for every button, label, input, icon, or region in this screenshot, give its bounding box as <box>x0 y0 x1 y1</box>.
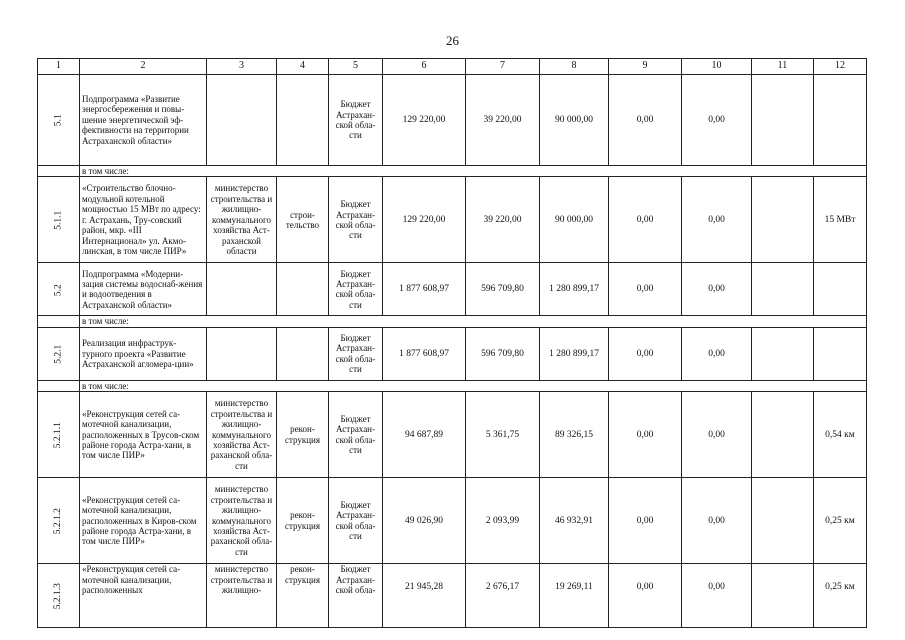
row-funding-source-cell: Бюджет Астрахан-ской обла-сти <box>329 177 383 263</box>
header-cell: 4 <box>277 59 329 75</box>
row-executor-cell <box>207 327 277 380</box>
row-number: 5.1 <box>53 114 64 127</box>
table-row <box>38 564 867 628</box>
row-value-col10: 0,00 <box>682 263 752 316</box>
row-value-col8: 1 280 899,17 <box>540 263 609 316</box>
row-funding-source-cell: Бюджет Астрахан-ской обла-сти <box>329 392 383 478</box>
row-value-col6: 94 687,89 <box>383 392 466 478</box>
row-name-cell: Реализация инфраструк-турного проекта «Развитие Астраханской агломера-ции» <box>80 327 207 380</box>
row-number: 5.2.1 <box>53 344 64 364</box>
subheading-num-cell <box>38 380 80 391</box>
row-value-col9: 0,00 <box>609 177 682 263</box>
row-number: 5.2.1.3 <box>53 583 64 610</box>
row-executor-cell: министерство строительства и жилищно-коммунального хозяйства Аст-раханской обла-сти <box>207 392 277 478</box>
header-cell: 3 <box>207 59 277 75</box>
row-name-cell: Подпрограмма «Модерни-зация системы водоснаб-жения и водоотведения в Астраханской области» <box>80 263 207 316</box>
row-indicator-cell: 15 МВт <box>814 177 867 263</box>
row-funding-source-cell: Бюджет Астрахан-ской обла-сти <box>329 263 383 316</box>
row-value-col9: 0,00 <box>609 327 682 380</box>
subheading-row <box>38 166 867 177</box>
row-activity-cell: рекон-струкция <box>277 564 329 628</box>
row-number-cell <box>38 478 80 564</box>
table-row <box>38 327 867 380</box>
row-number-cell <box>38 392 80 478</box>
row-value-col6: 21 945,28 <box>383 564 466 628</box>
subheading-text: в том числе: <box>80 166 867 177</box>
header-cell: 7 <box>466 59 540 75</box>
row-indicator-cell: 0,25 км <box>814 564 867 628</box>
row-value-col8: 19 269,11 <box>540 564 609 628</box>
row-value-col8: 90 000,00 <box>540 75 609 166</box>
row-value-col9: 0,00 <box>609 75 682 166</box>
row-executor-cell <box>207 263 277 316</box>
row-value-col6: 1 877 608,97 <box>383 327 466 380</box>
header-cell: 5 <box>329 59 383 75</box>
row-value-col7: 39 220,00 <box>466 75 540 166</box>
row-indicator-cell <box>814 327 867 380</box>
row-activity-cell <box>277 263 329 316</box>
row-value-col7: 596 709,80 <box>466 327 540 380</box>
row-value-col10: 0,00 <box>682 564 752 628</box>
subheading-text: в том числе: <box>80 380 867 391</box>
row-value-col11 <box>752 75 814 166</box>
row-number: 5.2 <box>53 283 64 296</box>
row-indicator-cell <box>814 75 867 166</box>
row-value-col8: 46 932,91 <box>540 478 609 564</box>
row-value-col11 <box>752 327 814 380</box>
row-number-cell <box>38 177 80 263</box>
table-row <box>38 478 867 564</box>
header-cell: 10 <box>682 59 752 75</box>
row-value-col10: 0,00 <box>682 392 752 478</box>
table-row <box>38 392 867 478</box>
row-value-col11 <box>752 564 814 628</box>
header-cell: 8 <box>540 59 609 75</box>
row-activity-cell: рекон-струкция <box>277 478 329 564</box>
row-executor-cell: министерство строительства и жилищно-коммунального хозяйства Аст-раханской обла-сти <box>207 478 277 564</box>
row-name-cell: «Реконструкция сетей са-мотечной канализации, расположенных в Киров-ском районе города Астра-хани, в том числе ПИР» <box>80 478 207 564</box>
header-cell: 2 <box>80 59 207 75</box>
row-value-col9: 0,00 <box>609 478 682 564</box>
row-value-col6: 129 220,00 <box>383 177 466 263</box>
row-name-cell: «Реконструкция сетей са-мотечной канализации, расположенных в Трусов-ском районе города Астра-хани, в том числе ПИР» <box>80 392 207 478</box>
row-value-col7: 596 709,80 <box>466 263 540 316</box>
row-indicator-cell <box>814 263 867 316</box>
row-number-cell <box>38 564 80 628</box>
subheading-num-cell <box>38 316 80 327</box>
row-funding-source-cell: Бюджет Астрахан-ской обла-сти <box>329 327 383 380</box>
header-row <box>38 59 867 75</box>
row-value-col6: 1 877 608,97 <box>383 263 466 316</box>
row-name-cell: «Реконструкция сетей са-мотечной канализации, расположенных <box>80 564 207 628</box>
header-cell: 9 <box>609 59 682 75</box>
row-value-col9: 0,00 <box>609 263 682 316</box>
row-number-cell <box>38 327 80 380</box>
row-value-col10: 0,00 <box>682 478 752 564</box>
row-funding-source-cell: Бюджет Астрахан-ской обла-сти <box>329 478 383 564</box>
row-funding-source-cell: Бюджет Астрахан-ской обла-сти <box>329 75 383 166</box>
row-number: 5.2.1.1 <box>53 422 64 449</box>
row-value-col8: 89 326,15 <box>540 392 609 478</box>
row-executor-cell: министерство строительства и жилищно- <box>207 564 277 628</box>
header-cell: 1 <box>38 59 80 75</box>
subheading-row <box>38 380 867 391</box>
program-table <box>37 58 867 628</box>
row-value-col6: 49 026,90 <box>383 478 466 564</box>
row-value-col8: 90 000,00 <box>540 177 609 263</box>
row-value-col7: 2 093,99 <box>466 478 540 564</box>
page-number: 26 <box>446 33 459 48</box>
row-value-col10: 0,00 <box>682 75 752 166</box>
header-cell: 11 <box>752 59 814 75</box>
subheading-text: в том числе: <box>80 316 867 327</box>
row-executor-cell <box>207 75 277 166</box>
row-name-cell: Подпрограмма «Развитие энергосбережения и повы-шение энергетической эф-фективности на территории Астраханской области» <box>80 75 207 166</box>
row-activity-cell: строи-тельство <box>277 177 329 263</box>
row-number-cell <box>38 263 80 316</box>
table-row <box>38 263 867 316</box>
row-name-cell: «Строительство блочно-модульной котельной мощностью 15 МВт по адресу: г. Астрахань, Тру-совский район, мкр. «III Интернационал» ул. Акмо-линская, в том числе ПИР» <box>80 177 207 263</box>
subheading-row <box>38 316 867 327</box>
row-value-col10: 0,00 <box>682 327 752 380</box>
row-activity-cell <box>277 75 329 166</box>
row-indicator-cell: 0,54 км <box>814 392 867 478</box>
row-value-col6: 129 220,00 <box>383 75 466 166</box>
row-value-col9: 0,00 <box>609 392 682 478</box>
row-number-cell <box>38 75 80 166</box>
header-cell: 12 <box>814 59 867 75</box>
row-executor-cell: министерство строительства и жилищно-коммунального хозяйства Аст-раханской области <box>207 177 277 263</box>
row-value-col10: 0,00 <box>682 177 752 263</box>
table-row <box>38 177 867 263</box>
row-indicator-cell: 0,25 км <box>814 478 867 564</box>
row-value-col9: 0,00 <box>609 564 682 628</box>
header-cell: 6 <box>383 59 466 75</box>
row-value-col11 <box>752 177 814 263</box>
row-value-col7: 2 676,17 <box>466 564 540 628</box>
row-value-col7: 5 361,75 <box>466 392 540 478</box>
row-number: 5.2.1.2 <box>53 508 64 535</box>
row-value-col11 <box>752 478 814 564</box>
subheading-num-cell <box>38 166 80 177</box>
row-funding-source-cell: Бюджет Астрахан-ской обла- <box>329 564 383 628</box>
row-number: 5.1.1 <box>53 210 64 230</box>
row-activity-cell <box>277 327 329 380</box>
row-value-col7: 39 220,00 <box>466 177 540 263</box>
row-value-col8: 1 280 899,17 <box>540 327 609 380</box>
table-row <box>38 75 867 166</box>
row-value-col11 <box>752 392 814 478</box>
row-activity-cell: рекон-струкция <box>277 392 329 478</box>
row-value-col11 <box>752 263 814 316</box>
